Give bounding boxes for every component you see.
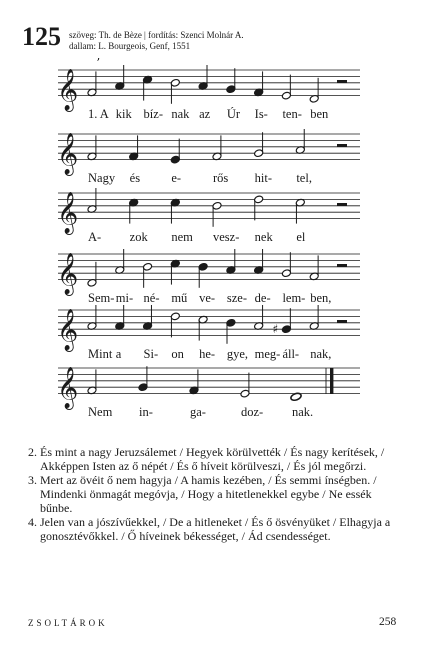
lyric-syllable: Is- (254, 107, 268, 121)
lyric-syllable: mi- (115, 291, 134, 305)
lyric-syllable: kik (115, 107, 132, 121)
verse-text: Mert az övéit ő nem hagyja / A hamis kezében, / És semmi ínségben. / Mindenki önmagát megóvja, / Hogy a hitetlenekkel egybe / Ne essék bűnbe. (40, 473, 377, 515)
lyric-syllable: lem- (282, 291, 306, 305)
verse-4 (28, 515, 403, 543)
page-number: 258 (379, 616, 397, 628)
lyric-syllable: mű (171, 291, 188, 305)
treble-clef: 𝄞 (57, 69, 79, 111)
verse-number: 3. (28, 473, 37, 487)
lyric-syllable: Úr (226, 107, 241, 121)
lyric-syllable: vesz- (213, 230, 240, 244)
treble-clef: 𝄞 (57, 192, 79, 234)
lyric-syllable: tel, (296, 171, 312, 185)
lyric-syllable: és (129, 171, 141, 185)
lyric-syllable: ben, (310, 291, 332, 305)
lyric-syllable: gye, (226, 347, 249, 361)
lyric-syllable: hit- (254, 171, 273, 185)
half-rest (337, 264, 347, 267)
lyric-syllable: in- (139, 405, 153, 419)
lyrics-line-6 (58, 405, 360, 421)
lyric-syllable: áll- (282, 347, 300, 361)
breath-mark: ʼ (96, 56, 100, 70)
lyric-syllable: Mint (88, 347, 113, 361)
additional-verses (28, 445, 403, 543)
lyric-syllable: ten- (282, 107, 302, 121)
verse-text: Jelen van a jószívűekkel, / De a hitleneket / És ő ösvényüket / Elhagyja a gonosztévőkkel. / Ő híveinek békességet, / Ád csendességet. (40, 515, 391, 543)
lyric-syllable: a (115, 347, 122, 361)
treble-clef: 𝄞 (57, 253, 79, 295)
treble-clef: 𝄞 (57, 367, 79, 409)
verse-2 (28, 445, 403, 473)
half-rest (337, 80, 347, 83)
lyric-syllable: nak (171, 107, 190, 121)
lyric-syllable: rős (213, 171, 229, 185)
lyric-syllable: nak, (310, 347, 332, 361)
treble-clef: 𝄞 (57, 309, 79, 351)
lyric-syllable: nek (254, 230, 273, 244)
lyric-syllable: nak. (292, 405, 314, 419)
hymn-melody-credit: dallam: L. Bourgeois, Genf, 1551 (69, 41, 191, 51)
half-rest (337, 203, 347, 206)
final-barline (330, 368, 333, 394)
verse-text: És mint a nagy Jeruzsálemet / Hegyek körülvették / És nagy kerítések, / Akképpen Isten az ő népét / És ő híveit körülveszi, / És jól megőrzi. (40, 445, 385, 473)
verse-number: 4. (28, 515, 37, 529)
lyric-syllable: zok (129, 230, 148, 244)
lyric-syllable: 1. A (88, 107, 109, 121)
lyric-syllable: on (171, 347, 184, 361)
half-rest (337, 144, 347, 147)
verse-3 (28, 473, 403, 515)
lyric-syllable: de- (254, 291, 271, 305)
lyric-syllable: Nagy (88, 171, 116, 185)
section-title: ZSOLTÁROK (28, 618, 108, 628)
lyric-syllable: he- (199, 347, 216, 361)
lyric-syllable: el (296, 230, 306, 244)
sharp-sign: ♯ (272, 322, 279, 337)
lyric-syllable: meg- (254, 347, 281, 361)
half-rest (337, 320, 347, 323)
hymn-number: 125 (22, 22, 61, 51)
lyric-syllable: ga- (190, 405, 206, 419)
lyric-syllable: az (199, 107, 211, 121)
lyric-syllable: ve- (199, 291, 216, 305)
lyric-syllable: ben (310, 107, 329, 121)
lyric-syllable: bíz- (143, 107, 163, 121)
lyric-syllable: Sem- (88, 291, 115, 305)
treble-clef: 𝄞 (57, 133, 79, 175)
lyric-syllable: A- (88, 230, 102, 244)
lyric-syllable: sze- (226, 291, 247, 305)
lyric-syllable: Nem (88, 405, 113, 419)
lyric-syllable: doz- (241, 405, 264, 419)
hymn-text-credit: szöveg: Th. de Bèze | fordítás: Szenci Molnár A. (69, 30, 244, 40)
lyric-syllable: nem (171, 230, 193, 244)
lyric-syllable: Si- (143, 347, 159, 361)
lyric-syllable: né- (143, 291, 160, 305)
lyric-syllable: e- (171, 171, 182, 185)
verse-number: 2. (28, 445, 37, 459)
